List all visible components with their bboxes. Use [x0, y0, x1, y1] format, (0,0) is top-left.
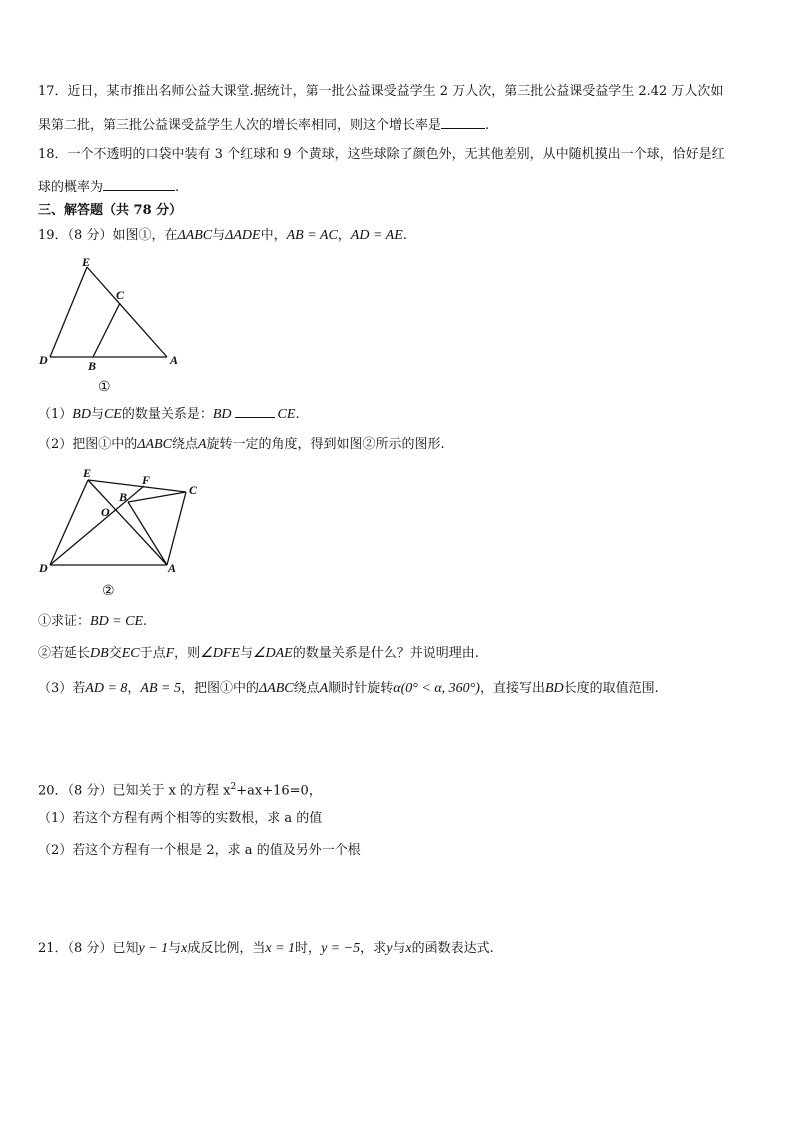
q19-s1-eq: BD = CE [90, 614, 144, 629]
q19-part3 [38, 681, 659, 697]
q19-p1-rel: 的数量关系是： [121, 407, 213, 422]
q19-s2-a2: ∠DAE [252, 646, 293, 661]
q19-s1-end: . [143, 614, 148, 629]
q19-s2-mid1: 交 [108, 646, 122, 661]
fig2-label-a: A [168, 561, 177, 575]
q19-eq1: AB = AC [286, 228, 338, 243]
fig2-caption: ② [102, 584, 115, 599]
fig1-label-d: D [39, 353, 48, 367]
q19-p3-mid4: ，直接写出 [479, 681, 545, 696]
q19-p2-end: 旋转一定的角度，得到如图②所示的图形. [206, 437, 445, 452]
q19-and: 与 [212, 228, 226, 243]
q21-stem [38, 941, 494, 957]
q19-s2-prefix: ②若延长 [38, 646, 91, 661]
fig2-label-d: D [39, 561, 48, 575]
q19-p3-end: 长度的取值范围. [563, 681, 659, 696]
fig2-label-e: E [83, 466, 92, 480]
q19-tri2: ΔADE [225, 228, 261, 243]
q19-p1-end: . [295, 407, 300, 422]
q21-prefix: 21．（8 分）已知 [38, 941, 139, 956]
q19-p3-bd: BD [544, 681, 564, 696]
fig2-label-o: O [101, 505, 110, 519]
q19-s2-db: DB [90, 646, 109, 661]
q18-line1: 18．一个不透明的口袋中装有 3 个红球和 9 个黄球，这些球除了颜色外，无其他差别，从中随机摸出一个球，恰好是红 [38, 147, 725, 162]
q19-part2 [38, 437, 445, 453]
q19-sub1 [38, 614, 147, 630]
q18-line2: 球的概率为 . [38, 180, 180, 195]
q19-s2-a1: ∠DFE [200, 646, 240, 661]
q21-mid2: 成反比例，当 [187, 941, 266, 956]
q18-answer-blank [103, 178, 175, 191]
q19-p1-bd2: BD [212, 407, 232, 422]
q19-s2-ec: EC [121, 646, 140, 661]
q19-figure-1 [36, 252, 186, 397]
q21-expr1: y − 1 [138, 941, 169, 956]
q19-tri1: ΔABC [177, 228, 213, 243]
fig1-caption: ① [98, 380, 111, 395]
q19-p3-range: (0° < α, 360°) [400, 681, 480, 696]
q21-cond2: y = −5 [321, 941, 361, 956]
q21-cond1: x = 1 [265, 941, 296, 956]
q21-mid1: 与 [168, 941, 182, 956]
q19-p2-mid: 绕点 [171, 437, 198, 452]
fig2-label-f: F [142, 473, 151, 487]
fig2-label-b: B [119, 490, 128, 504]
q19-p3-ad: AD = 8 [85, 681, 128, 696]
q19-figure-2 [36, 462, 211, 602]
q17-line1: 17．近日，某市推出名师公益大课堂.据统计，第一批公益课受益学生 2 万人次，第三批公益课受益学生 2.42 万人次如 [38, 84, 724, 99]
q19-p3-mid3: 顺时针旋转 [328, 681, 394, 696]
q19-eq2: AD = AE [350, 228, 403, 243]
q18-line2-text: 球的概率为 [38, 180, 104, 195]
q19-part1 [38, 405, 300, 423]
q19-p2-tri: ΔABC [137, 437, 172, 452]
q19-comma: ， [337, 228, 351, 243]
q21-y: y [386, 941, 393, 956]
q19-p1-ce: CE [103, 407, 122, 422]
q21-mid4: ，求 [360, 941, 387, 956]
q19-p3-ab: AB = 5 [140, 681, 181, 696]
q19-p3-c1: ， [127, 681, 141, 696]
q19-s2-f: F [165, 646, 175, 661]
fig2-label-c: C [189, 483, 198, 497]
q19-in: 中， [260, 228, 287, 243]
q20-stem-prefix: 20．（8 分）已知关于 x 的方程 x [38, 783, 231, 799]
q19-stem [38, 228, 407, 244]
q19-p3-a: A [319, 681, 329, 696]
q19-sub2 [38, 646, 479, 662]
q19-s1-prefix: ①求证： [38, 614, 91, 629]
section3-title: 三、解答题（共 78 分） [38, 203, 183, 218]
q19-s2-mid2: 于点 [139, 646, 166, 661]
q19-p1-prefix: （1） [38, 407, 73, 422]
q19-end: . [402, 228, 407, 243]
fig1-label-e: E [82, 255, 91, 269]
q19-s2-mid4: 与 [239, 646, 253, 661]
q20-part1: （1）若这个方程有两个相等的实数根，求 a 的值 [38, 811, 323, 826]
q21-x1: x [181, 941, 188, 956]
fig1-label-a: A [170, 353, 179, 367]
q19-p3-mid2: 绕点 [293, 681, 320, 696]
q17-line2-text: 果第二批，第三批公益课受益学生人次的增长率相同，则这个增长率是 [38, 118, 442, 133]
q17-line2: 果第二批，第三批公益课受益学生人次的增长率相同，则这个增长率是 . [38, 118, 490, 133]
q21-x2: x [405, 941, 412, 956]
q19-s2-end: 的数量关系是什么？并说明理由. [292, 646, 479, 661]
fig1-label-b: B [88, 359, 97, 373]
q19-p2-prefix: （2）把图①中的 [38, 437, 138, 452]
q19-p2-a: A [197, 437, 207, 452]
q17-answer-blank [441, 116, 485, 129]
q19-p1-ce2: CE [277, 407, 296, 422]
q20-stem [38, 779, 322, 799]
q19-p1-and: 与 [90, 407, 104, 422]
q19-p1-bd: BD [72, 407, 91, 422]
q19-p3-tri: ΔABC [258, 681, 294, 696]
q21-end: 的函数表达式. [411, 941, 494, 956]
q20-sup: 2 [230, 782, 237, 792]
q19-p1-answer-blank [235, 405, 275, 418]
q21-mid3: 时， [295, 941, 322, 956]
q20-stem-end: +ax+16=0， [236, 783, 322, 799]
q19-stem-prefix: 19．（8 分）如图①，在 [38, 228, 178, 243]
q21-mid5: 与 [392, 941, 406, 956]
q19-p3-mid1: ，把图①中的 [180, 681, 259, 696]
q20-part2: （2）若这个方程有一个根是 2，求 a 的值及另外一个根 [38, 843, 361, 858]
q19-s2-mid3: ，则 [174, 646, 201, 661]
fig1-label-c: C [116, 288, 125, 302]
q19-p3-prefix: （3）若 [38, 681, 86, 696]
q19-p3-alpha: α [393, 681, 401, 696]
